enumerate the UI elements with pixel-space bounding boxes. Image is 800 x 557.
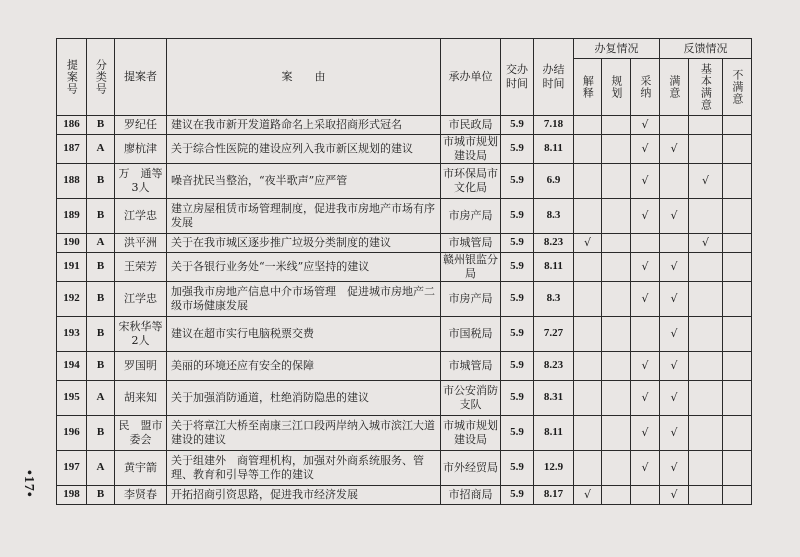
fb-satisfied-mark: √ <box>660 135 689 164</box>
reply-plan-mark <box>602 116 631 135</box>
proposer-name: 江学忠 <box>115 199 167 234</box>
table-row <box>57 199 752 234</box>
proposal-subject: 关于将章江大桥至南康三江口段两岸纳入城市滨江大道建设的建议 <box>167 416 441 451</box>
done-date: 7.27 <box>534 317 574 352</box>
proposal-type: B <box>87 199 115 234</box>
proposal-type: B <box>87 352 115 381</box>
reply-plan-mark <box>602 253 631 282</box>
assign-date: 5.9 <box>501 416 534 451</box>
proposal-id: 194 <box>57 352 87 381</box>
proposal-subject: 关于综合性医院的建设应列入我市新区规划的建议 <box>167 135 441 164</box>
fb-satisfied-mark <box>660 234 689 253</box>
reply-plan-mark <box>602 164 631 199</box>
proposal-id: 197 <box>57 451 87 486</box>
fb-satisfied-mark: √ <box>660 451 689 486</box>
reply-explain-mark <box>574 381 602 416</box>
proposer-name: 江学忠 <box>115 282 167 317</box>
header-fb-basic: 基本满意 <box>689 59 723 116</box>
table-row <box>57 416 752 451</box>
handling-unit: 市城市规划建设局 <box>441 416 501 451</box>
proposal-type: A <box>87 381 115 416</box>
reply-plan-mark <box>602 486 631 505</box>
proposal-type: B <box>87 253 115 282</box>
fb-not-mark <box>723 116 752 135</box>
proposer-name: 胡来知 <box>115 381 167 416</box>
done-date: 12.9 <box>534 451 574 486</box>
assign-date: 5.9 <box>501 486 534 505</box>
reply-adopt-mark <box>631 486 660 505</box>
proposal-type: A <box>87 234 115 253</box>
assign-date: 5.9 <box>501 253 534 282</box>
reply-explain-mark <box>574 451 602 486</box>
assign-date: 5.9 <box>501 164 534 199</box>
proposal-id: 186 <box>57 116 87 135</box>
handling-unit: 市外经贸局 <box>441 451 501 486</box>
reply-adopt-mark: √ <box>631 282 660 317</box>
header-subject: 案 由 <box>167 39 441 116</box>
fb-not-mark <box>723 164 752 199</box>
table-row <box>57 352 752 381</box>
proposer-name: 民 盟市委会 <box>115 416 167 451</box>
done-date: 8.31 <box>534 381 574 416</box>
handling-unit: 市民政局 <box>441 116 501 135</box>
proposal-id: 187 <box>57 135 87 164</box>
reply-explain-mark <box>574 282 602 317</box>
table-row <box>57 486 752 505</box>
header-reply-adopt: 采纳 <box>631 59 660 116</box>
proposal-subject: 加强我市房地产信息中介市场管理 促进城市房地产二级市场健康发展 <box>167 282 441 317</box>
proposer-name: 王荣芳 <box>115 253 167 282</box>
proposal-id: 192 <box>57 282 87 317</box>
proposal-id: 196 <box>57 416 87 451</box>
reply-adopt-mark: √ <box>631 253 660 282</box>
proposal-type: B <box>87 164 115 199</box>
header-done-date: 办结时间 <box>534 39 574 116</box>
handling-unit: 市公安消防支队 <box>441 381 501 416</box>
proposal-id: 190 <box>57 234 87 253</box>
header-assign-date: 交办时间 <box>501 39 534 116</box>
header-feedback-group: 反馈情况 <box>660 39 752 59</box>
fb-satisfied-mark <box>660 116 689 135</box>
reply-adopt-mark: √ <box>631 381 660 416</box>
proposer-name: 李贤春 <box>115 486 167 505</box>
header-id: 提案号 <box>57 39 87 116</box>
fb-basic-mark <box>689 135 723 164</box>
proposal-id: 191 <box>57 253 87 282</box>
fb-basic-mark <box>689 451 723 486</box>
reply-plan-mark <box>602 199 631 234</box>
handling-unit: 市城管局 <box>441 234 501 253</box>
proposer-name: 洪平洲 <box>115 234 167 253</box>
table-row <box>57 381 752 416</box>
reply-explain-mark: √ <box>574 234 602 253</box>
proposer-name: 黄宇箭 <box>115 451 167 486</box>
handling-unit: 市国税局 <box>441 317 501 352</box>
assign-date: 5.9 <box>501 381 534 416</box>
reply-plan-mark <box>602 282 631 317</box>
header-type: 分类号 <box>87 39 115 116</box>
page-number: •17• <box>21 470 36 498</box>
table-row <box>57 317 752 352</box>
header-reply-plan: 规划 <box>602 59 631 116</box>
header-unit: 承办单位 <box>441 39 501 116</box>
proposal-type: B <box>87 416 115 451</box>
reply-adopt-mark: √ <box>631 164 660 199</box>
reply-explain-mark <box>574 317 602 352</box>
fb-not-mark <box>723 253 752 282</box>
proposer-name: 罗纪任 <box>115 116 167 135</box>
done-date: 6.9 <box>534 164 574 199</box>
fb-basic-mark <box>689 116 723 135</box>
assign-date: 5.9 <box>501 116 534 135</box>
fb-basic-mark <box>689 381 723 416</box>
reply-explain-mark <box>574 253 602 282</box>
handling-unit: 市招商局 <box>441 486 501 505</box>
fb-basic-mark <box>689 486 723 505</box>
header-reply-group: 办复情况 <box>574 39 660 59</box>
table-row <box>57 116 752 135</box>
fb-not-mark <box>723 451 752 486</box>
fb-not-mark <box>723 486 752 505</box>
fb-satisfied-mark: √ <box>660 199 689 234</box>
reply-explain-mark <box>574 116 602 135</box>
fb-satisfied-mark: √ <box>660 416 689 451</box>
reply-plan-mark <box>602 416 631 451</box>
reply-explain-mark <box>574 352 602 381</box>
proposal-subject: 开拓招商引资思路，促进我市经济发展 <box>167 486 441 505</box>
proposal-table <box>56 38 752 505</box>
reply-adopt-mark: √ <box>631 116 660 135</box>
fb-satisfied-mark: √ <box>660 317 689 352</box>
header-proposer: 提案者 <box>115 39 167 116</box>
reply-adopt-mark <box>631 234 660 253</box>
proposer-name: 罗国明 <box>115 352 167 381</box>
table-row <box>57 451 752 486</box>
reply-plan-mark <box>602 381 631 416</box>
proposal-type: B <box>87 116 115 135</box>
reply-adopt-mark: √ <box>631 199 660 234</box>
reply-plan-mark <box>602 451 631 486</box>
proposal-subject: 噪音扰民当整治，“夜半歌声”应严管 <box>167 164 441 199</box>
fb-satisfied-mark: √ <box>660 486 689 505</box>
reply-plan-mark <box>602 317 631 352</box>
table-row <box>57 135 752 164</box>
reply-plan-mark <box>602 352 631 381</box>
table-row <box>57 234 752 253</box>
done-date: 8.23 <box>534 352 574 381</box>
handling-unit: 市房产局 <box>441 282 501 317</box>
header-fb-not: 不满意 <box>723 59 752 116</box>
reply-explain-mark <box>574 199 602 234</box>
fb-satisfied-mark: √ <box>660 381 689 416</box>
fb-satisfied-mark: √ <box>660 253 689 282</box>
fb-not-mark <box>723 135 752 164</box>
fb-basic-mark <box>689 317 723 352</box>
assign-date: 5.9 <box>501 317 534 352</box>
assign-date: 5.9 <box>501 135 534 164</box>
fb-satisfied-mark: √ <box>660 352 689 381</box>
proposer-name: 廖杭津 <box>115 135 167 164</box>
proposal-subject: 关于在我市城区逐步推广垃圾分类制度的建议 <box>167 234 441 253</box>
proposal-id: 189 <box>57 199 87 234</box>
proposal-type: A <box>87 451 115 486</box>
reply-explain-mark <box>574 135 602 164</box>
fb-satisfied-mark: √ <box>660 282 689 317</box>
reply-adopt-mark: √ <box>631 451 660 486</box>
reply-adopt-mark: √ <box>631 352 660 381</box>
assign-date: 5.9 <box>501 282 534 317</box>
fb-basic-mark <box>689 282 723 317</box>
proposal-type: B <box>87 317 115 352</box>
done-date: 8.11 <box>534 135 574 164</box>
proposal-id: 198 <box>57 486 87 505</box>
assign-date: 5.9 <box>501 199 534 234</box>
proposal-subject: 建议在超市实行电脑税票交费 <box>167 317 441 352</box>
fb-basic-mark <box>689 352 723 381</box>
fb-basic-mark <box>689 253 723 282</box>
reply-explain-mark <box>574 164 602 199</box>
assign-date: 5.9 <box>501 352 534 381</box>
fb-not-mark <box>723 317 752 352</box>
header-fb-satisfied: 满意 <box>660 59 689 116</box>
fb-basic-mark: √ <box>689 164 723 199</box>
assign-date: 5.9 <box>501 234 534 253</box>
reply-explain-mark: √ <box>574 486 602 505</box>
proposal-subject: 关于各银行业务处“一米线”应坚持的建议 <box>167 253 441 282</box>
table-row <box>57 282 752 317</box>
handling-unit: 赣州银监分局 <box>441 253 501 282</box>
proposal-subject: 关于组建外 商管理机构，加强对外商系统服务、管理、教育和引导等工作的建议 <box>167 451 441 486</box>
done-date: 8.11 <box>534 253 574 282</box>
reply-adopt-mark: √ <box>631 416 660 451</box>
fb-not-mark <box>723 234 752 253</box>
reply-adopt-mark <box>631 317 660 352</box>
reply-plan-mark <box>602 234 631 253</box>
fb-not-mark <box>723 416 752 451</box>
reply-adopt-mark: √ <box>631 135 660 164</box>
proposal-subject: 建立房屋租赁市场管理制度，促进我市房地产市场有序发展 <box>167 199 441 234</box>
fb-basic-mark <box>689 199 723 234</box>
reply-explain-mark <box>574 416 602 451</box>
proposer-name: 宋秋华等2人 <box>115 317 167 352</box>
fb-not-mark <box>723 282 752 317</box>
table-row <box>57 253 752 282</box>
fb-basic-mark: √ <box>689 234 723 253</box>
handling-unit: 市房产局 <box>441 199 501 234</box>
done-date: 8.3 <box>534 199 574 234</box>
proposal-type: B <box>87 486 115 505</box>
done-date: 8.23 <box>534 234 574 253</box>
proposer-name: 万 通等3人 <box>115 164 167 199</box>
header-reply-explain: 解释 <box>574 59 602 116</box>
fb-not-mark <box>723 352 752 381</box>
fb-satisfied-mark <box>660 164 689 199</box>
done-date: 8.11 <box>534 416 574 451</box>
done-date: 8.3 <box>534 282 574 317</box>
proposal-subject: 建议在我市新开发道路命名上采取招商形式冠名 <box>167 116 441 135</box>
done-date: 7.18 <box>534 116 574 135</box>
proposal-subject: 关于加强消防通道，杜绝消防隐患的建议 <box>167 381 441 416</box>
proposal-type: B <box>87 282 115 317</box>
proposal-type: A <box>87 135 115 164</box>
handling-unit: 市城市规划建设局 <box>441 135 501 164</box>
handling-unit: 市城管局 <box>441 352 501 381</box>
done-date: 8.17 <box>534 486 574 505</box>
handling-unit: 市环保局市文化局 <box>441 164 501 199</box>
proposal-id: 188 <box>57 164 87 199</box>
reply-plan-mark <box>602 135 631 164</box>
proposal-subject: 美丽的环境还应有安全的保障 <box>167 352 441 381</box>
assign-date: 5.9 <box>501 451 534 486</box>
table-row <box>57 164 752 199</box>
fb-not-mark <box>723 381 752 416</box>
fb-not-mark <box>723 199 752 234</box>
fb-basic-mark <box>689 416 723 451</box>
proposal-id: 195 <box>57 381 87 416</box>
proposal-id: 193 <box>57 317 87 352</box>
